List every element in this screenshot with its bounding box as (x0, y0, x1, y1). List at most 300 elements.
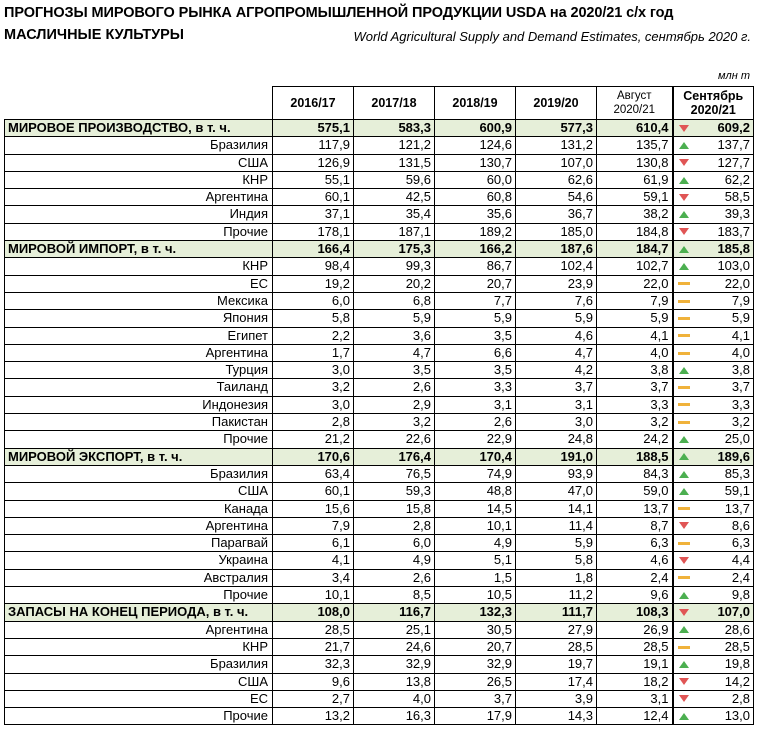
value-cell: 86,7 (435, 258, 516, 275)
value-text: 185,8 (717, 241, 750, 257)
forecast-cell (677, 189, 751, 205)
country-label: Таиланд (5, 379, 273, 396)
table-row (5, 362, 754, 379)
value-cell: 8,7 (597, 517, 673, 534)
value-cell: 19,2 (273, 275, 354, 292)
forecast-cell (677, 380, 751, 396)
value-cell: 124,6 (435, 137, 516, 154)
value-text: 22,0 (724, 275, 750, 291)
table-row (5, 258, 754, 275)
forecast-table (4, 86, 754, 725)
increase-arrow-icon (677, 712, 691, 721)
forecast-cell (677, 535, 751, 551)
value-cell: 178,1 (273, 223, 354, 240)
value-cell (673, 362, 754, 379)
value-cell: 131,5 (354, 154, 435, 171)
value-cell: 5,1 (435, 552, 516, 569)
value-text: 62,2 (724, 171, 750, 187)
value-cell: 59,0 (597, 483, 673, 500)
value-cell (673, 137, 754, 154)
value-cell: 10,1 (435, 517, 516, 534)
forecast-cell (677, 310, 751, 326)
value-cell: 3,0 (273, 396, 354, 413)
value-cell: 14,5 (435, 500, 516, 517)
table-row (5, 310, 754, 327)
value-cell: 2,6 (435, 414, 516, 431)
value-cell: 2,8 (354, 517, 435, 534)
value-cell: 4,9 (354, 552, 435, 569)
source-note: World Agricultural Supply and Demand Estimates, сентябрь 2020 г. (353, 29, 751, 44)
value-cell (673, 189, 754, 206)
value-cell: 2,7 (273, 690, 354, 707)
forecast-cell (677, 397, 751, 413)
country-label: КНР (5, 171, 273, 188)
value-cell: 13,7 (597, 500, 673, 517)
value-cell: 54,6 (516, 189, 597, 206)
value-text: 127,7 (717, 154, 750, 170)
decrease-arrow-icon (677, 677, 691, 686)
value-cell: 48,8 (435, 483, 516, 500)
value-cell: 6,3 (597, 535, 673, 552)
section-label: МИРОВОЕ ПРОИЗВОДСТВО, в т. ч. (5, 120, 273, 137)
column-header (673, 87, 754, 120)
increase-arrow-icon (677, 470, 691, 479)
country-label: Парагвай (5, 535, 273, 552)
increase-arrow-icon (677, 210, 691, 219)
value-cell: 23,9 (516, 275, 597, 292)
section-label: МИРОВОЙ ЭКСПОРТ, в т. ч. (5, 448, 273, 465)
value-cell: 187,6 (516, 241, 597, 258)
country-label: КНР (5, 638, 273, 655)
value-cell: 42,5 (354, 189, 435, 206)
value-text: 137,7 (717, 137, 750, 153)
forecast-cell (677, 224, 751, 240)
forecast-cell (677, 449, 751, 465)
value-text: 28,5 (724, 638, 750, 654)
value-text: 85,3 (724, 465, 750, 481)
value-text: 183,7 (717, 223, 750, 239)
value-text: 9,8 (731, 587, 750, 603)
value-cell: 6,6 (435, 344, 516, 361)
table-row (5, 344, 754, 361)
country-label: Австралия (5, 569, 273, 586)
table-row (5, 535, 754, 552)
value-cell: 1,5 (435, 569, 516, 586)
value-cell: 132,3 (435, 604, 516, 621)
forecast-cell (677, 362, 751, 378)
value-cell: 3,2 (597, 414, 673, 431)
forecast-cell (677, 570, 751, 586)
forecast-cell (677, 120, 751, 136)
country-label: Пакистан (5, 414, 273, 431)
no-change-icon (677, 314, 691, 323)
value-cell (673, 223, 754, 240)
value-cell: 3,3 (597, 396, 673, 413)
value-cell: 5,9 (354, 310, 435, 327)
decrease-arrow-icon (677, 521, 691, 530)
units-label: млн т (717, 70, 750, 82)
no-change-icon (677, 279, 691, 288)
value-text: 25,0 (724, 431, 750, 447)
value-cell: 610,4 (597, 120, 673, 137)
value-cell: 2,9 (354, 396, 435, 413)
no-change-icon (677, 539, 691, 548)
increase-arrow-icon (677, 176, 691, 185)
value-cell: 117,9 (273, 137, 354, 154)
value-cell: 26,9 (597, 621, 673, 638)
table-row (5, 171, 754, 188)
value-cell: 3,6 (354, 327, 435, 344)
value-cell: 116,7 (354, 604, 435, 621)
value-cell (673, 241, 754, 258)
value-cell (673, 379, 754, 396)
value-cell: 170,4 (435, 448, 516, 465)
table-row (5, 587, 754, 604)
value-cell: 63,4 (273, 465, 354, 482)
forecast-cell (677, 466, 751, 482)
value-cell: 59,6 (354, 171, 435, 188)
no-change-icon (677, 573, 691, 582)
table-body (5, 120, 754, 725)
value-cell (673, 673, 754, 690)
increase-arrow-icon (677, 141, 691, 150)
value-cell: 191,0 (516, 448, 597, 465)
table-row (5, 223, 754, 240)
value-cell: 130,7 (435, 154, 516, 171)
value-cell: 3,1 (516, 396, 597, 413)
value-cell: 28,5 (597, 638, 673, 655)
value-cell: 5,8 (516, 552, 597, 569)
value-cell: 1,7 (273, 344, 354, 361)
value-cell: 6,1 (273, 535, 354, 552)
value-cell: 59,1 (597, 189, 673, 206)
value-cell: 32,3 (273, 656, 354, 673)
value-cell: 37,1 (273, 206, 354, 223)
decrease-arrow-icon (677, 694, 691, 703)
value-cell: 55,1 (273, 171, 354, 188)
value-cell: 24,6 (354, 638, 435, 655)
value-cell: 3,8 (597, 362, 673, 379)
increase-arrow-icon (677, 452, 691, 461)
value-text: 4,1 (731, 327, 750, 343)
value-cell: 14,1 (516, 500, 597, 517)
no-change-icon (677, 297, 691, 306)
value-cell (673, 431, 754, 448)
value-text: 3,3 (731, 396, 750, 412)
value-cell: 577,3 (516, 120, 597, 137)
value-text: 28,6 (724, 621, 750, 637)
value-cell (673, 465, 754, 482)
value-cell: 20,2 (354, 275, 435, 292)
table-row (5, 656, 754, 673)
value-cell (673, 344, 754, 361)
value-cell: 2,6 (354, 569, 435, 586)
increase-arrow-icon (677, 245, 691, 254)
country-label: Аргентина (5, 189, 273, 206)
value-cell (673, 604, 754, 621)
value-cell: 98,4 (273, 258, 354, 275)
value-cell: 3,2 (354, 414, 435, 431)
value-cell (673, 517, 754, 534)
decrease-arrow-icon (677, 193, 691, 202)
value-cell: 4,7 (354, 344, 435, 361)
value-cell (673, 414, 754, 431)
value-cell (673, 448, 754, 465)
forecast-cell (677, 345, 751, 361)
value-text: 5,9 (731, 310, 750, 326)
value-cell: 4,7 (516, 344, 597, 361)
value-text: 4,0 (731, 344, 750, 360)
value-text: 2,4 (731, 569, 750, 585)
value-cell: 185,0 (516, 223, 597, 240)
increase-arrow-icon (677, 435, 691, 444)
country-label: Прочие (5, 708, 273, 725)
table-row (5, 708, 754, 725)
value-cell: 108,3 (597, 604, 673, 621)
value-cell: 131,2 (516, 137, 597, 154)
value-cell (673, 638, 754, 655)
forecast-cell (677, 604, 751, 620)
value-cell: 3,7 (435, 690, 516, 707)
value-cell: 24,8 (516, 431, 597, 448)
value-cell (673, 621, 754, 638)
value-cell: 3,5 (354, 362, 435, 379)
increase-arrow-icon (677, 366, 691, 375)
forecast-cell (677, 674, 751, 690)
value-cell (673, 396, 754, 413)
value-cell: 10,1 (273, 587, 354, 604)
value-cell: 27,9 (516, 621, 597, 638)
value-cell: 135,7 (597, 137, 673, 154)
value-cell: 12,4 (597, 708, 673, 725)
no-change-icon (677, 400, 691, 409)
section-row (5, 120, 754, 137)
value-cell: 11,4 (516, 517, 597, 534)
value-cell: 84,3 (597, 465, 673, 482)
value-cell: 60,0 (435, 171, 516, 188)
table-row (5, 690, 754, 707)
value-cell: 47,0 (516, 483, 597, 500)
country-label: Канада (5, 500, 273, 517)
value-cell: 6,0 (273, 292, 354, 309)
table-row (5, 673, 754, 690)
value-cell: 22,6 (354, 431, 435, 448)
value-cell (673, 154, 754, 171)
forecast-cell (677, 553, 751, 569)
forecast-cell (677, 276, 751, 292)
value-cell: 7,9 (273, 517, 354, 534)
value-cell (673, 690, 754, 707)
value-cell: 3,7 (516, 379, 597, 396)
increase-arrow-icon (677, 660, 691, 669)
value-cell: 176,4 (354, 448, 435, 465)
value-cell: 11,2 (516, 587, 597, 604)
value-cell: 18,2 (597, 673, 673, 690)
value-cell: 5,8 (273, 310, 354, 327)
value-cell: 38,2 (597, 206, 673, 223)
column-header-month: Август (616, 90, 652, 102)
header-row (5, 87, 754, 120)
value-cell: 3,1 (597, 690, 673, 707)
no-change-icon (677, 504, 691, 513)
value-cell (673, 327, 754, 344)
table-row (5, 189, 754, 206)
decrease-arrow-icon (677, 227, 691, 236)
value-cell (673, 569, 754, 586)
increase-arrow-icon (677, 625, 691, 634)
value-cell: 21,2 (273, 431, 354, 448)
value-cell: 575,1 (273, 120, 354, 137)
value-text: 3,8 (731, 362, 750, 378)
value-cell: 2,4 (597, 569, 673, 586)
value-cell: 108,0 (273, 604, 354, 621)
value-cell: 3,9 (516, 690, 597, 707)
value-cell: 60,8 (435, 189, 516, 206)
forecast-cell (677, 259, 751, 275)
country-label: Прочие (5, 431, 273, 448)
value-cell: 184,8 (597, 223, 673, 240)
forecast-cell (677, 501, 751, 517)
value-cell: 166,4 (273, 241, 354, 258)
table-row (5, 483, 754, 500)
value-cell: 17,9 (435, 708, 516, 725)
forecast-cell (677, 483, 751, 499)
value-cell (673, 120, 754, 137)
increase-arrow-icon (677, 487, 691, 496)
value-cell: 76,5 (354, 465, 435, 482)
country-label: США (5, 154, 273, 171)
table-row (5, 206, 754, 223)
value-cell: 21,7 (273, 638, 354, 655)
section-row (5, 241, 754, 258)
value-cell: 15,8 (354, 500, 435, 517)
value-text: 7,9 (731, 292, 750, 308)
value-cell: 184,7 (597, 241, 673, 258)
table-row (5, 137, 754, 154)
country-label: Аргентина (5, 621, 273, 638)
report-subtitle: МАСЛИЧНЫЕ КУЛЬТУРЫ (4, 27, 185, 43)
value-cell (673, 656, 754, 673)
value-cell: 5,9 (516, 535, 597, 552)
value-cell: 16,3 (354, 708, 435, 725)
value-text: 13,0 (724, 708, 750, 724)
value-cell: 19,7 (516, 656, 597, 673)
value-text: 3,2 (731, 414, 750, 430)
value-cell (673, 292, 754, 309)
value-cell: 3,7 (597, 379, 673, 396)
forecast-cell (677, 691, 751, 707)
forecast-cell (677, 708, 751, 724)
column-header (597, 87, 673, 120)
country-label: США (5, 673, 273, 690)
value-cell: 59,3 (354, 483, 435, 500)
value-cell: 189,2 (435, 223, 516, 240)
value-cell: 188,5 (597, 448, 673, 465)
decrease-arrow-icon (677, 556, 691, 565)
value-cell: 4,1 (597, 327, 673, 344)
value-text: 4,4 (731, 552, 750, 568)
value-cell: 2,2 (273, 327, 354, 344)
value-cell: 2,8 (273, 414, 354, 431)
value-cell: 24,2 (597, 431, 673, 448)
value-cell: 61,9 (597, 171, 673, 188)
value-cell: 13,8 (354, 673, 435, 690)
value-cell: 600,9 (435, 120, 516, 137)
table-row (5, 621, 754, 638)
decrease-arrow-icon (677, 158, 691, 167)
value-text: 6,3 (731, 535, 750, 551)
value-cell: 26,5 (435, 673, 516, 690)
value-cell: 60,1 (273, 189, 354, 206)
value-cell: 5,9 (597, 310, 673, 327)
value-cell: 4,6 (516, 327, 597, 344)
value-cell (673, 171, 754, 188)
value-cell: 60,1 (273, 483, 354, 500)
value-cell: 583,3 (354, 120, 435, 137)
value-cell: 10,5 (435, 587, 516, 604)
column-header: 2016/17 (273, 87, 354, 120)
value-cell: 28,5 (273, 621, 354, 638)
value-cell: 20,7 (435, 638, 516, 655)
value-cell: 4,6 (597, 552, 673, 569)
column-header: 2017/18 (354, 87, 435, 120)
column-header: 2019/20 (516, 87, 597, 120)
table-row (5, 154, 754, 171)
table-row (5, 414, 754, 431)
forecast-cell (677, 414, 751, 430)
value-text: 58,5 (724, 189, 750, 205)
value-cell: 3,2 (273, 379, 354, 396)
value-text: 189,6 (717, 448, 750, 464)
country-label: Аргентина (5, 517, 273, 534)
no-change-icon (677, 383, 691, 392)
country-label: Бразилия (5, 656, 273, 673)
country-label: Япония (5, 310, 273, 327)
value-cell: 62,6 (516, 171, 597, 188)
column-header-year: 2020/21 (613, 104, 656, 116)
value-text: 103,0 (717, 258, 750, 274)
country-label: ЕС (5, 690, 273, 707)
increase-arrow-icon (677, 591, 691, 600)
value-cell: 3,0 (516, 414, 597, 431)
forecast-cell (677, 639, 751, 655)
value-cell: 93,9 (516, 465, 597, 482)
value-cell (673, 535, 754, 552)
value-cell (673, 258, 754, 275)
value-cell: 3,5 (435, 327, 516, 344)
section-row (5, 448, 754, 465)
country-label: Бразилия (5, 137, 273, 154)
value-text: 107,0 (717, 604, 750, 620)
value-cell: 175,3 (354, 241, 435, 258)
forecast-cell (677, 241, 751, 257)
value-cell (673, 310, 754, 327)
country-label: Индия (5, 206, 273, 223)
value-cell: 126,9 (273, 154, 354, 171)
value-cell: 3,4 (273, 569, 354, 586)
value-cell: 5,9 (435, 310, 516, 327)
country-label: Турция (5, 362, 273, 379)
value-cell: 187,1 (354, 223, 435, 240)
value-cell: 3,3 (435, 379, 516, 396)
forecast-cell (677, 293, 751, 309)
value-cell: 19,1 (597, 656, 673, 673)
value-text: 19,8 (724, 656, 750, 672)
value-cell: 35,6 (435, 206, 516, 223)
value-cell: 15,6 (273, 500, 354, 517)
value-cell: 107,0 (516, 154, 597, 171)
forecast-cell (677, 656, 751, 672)
